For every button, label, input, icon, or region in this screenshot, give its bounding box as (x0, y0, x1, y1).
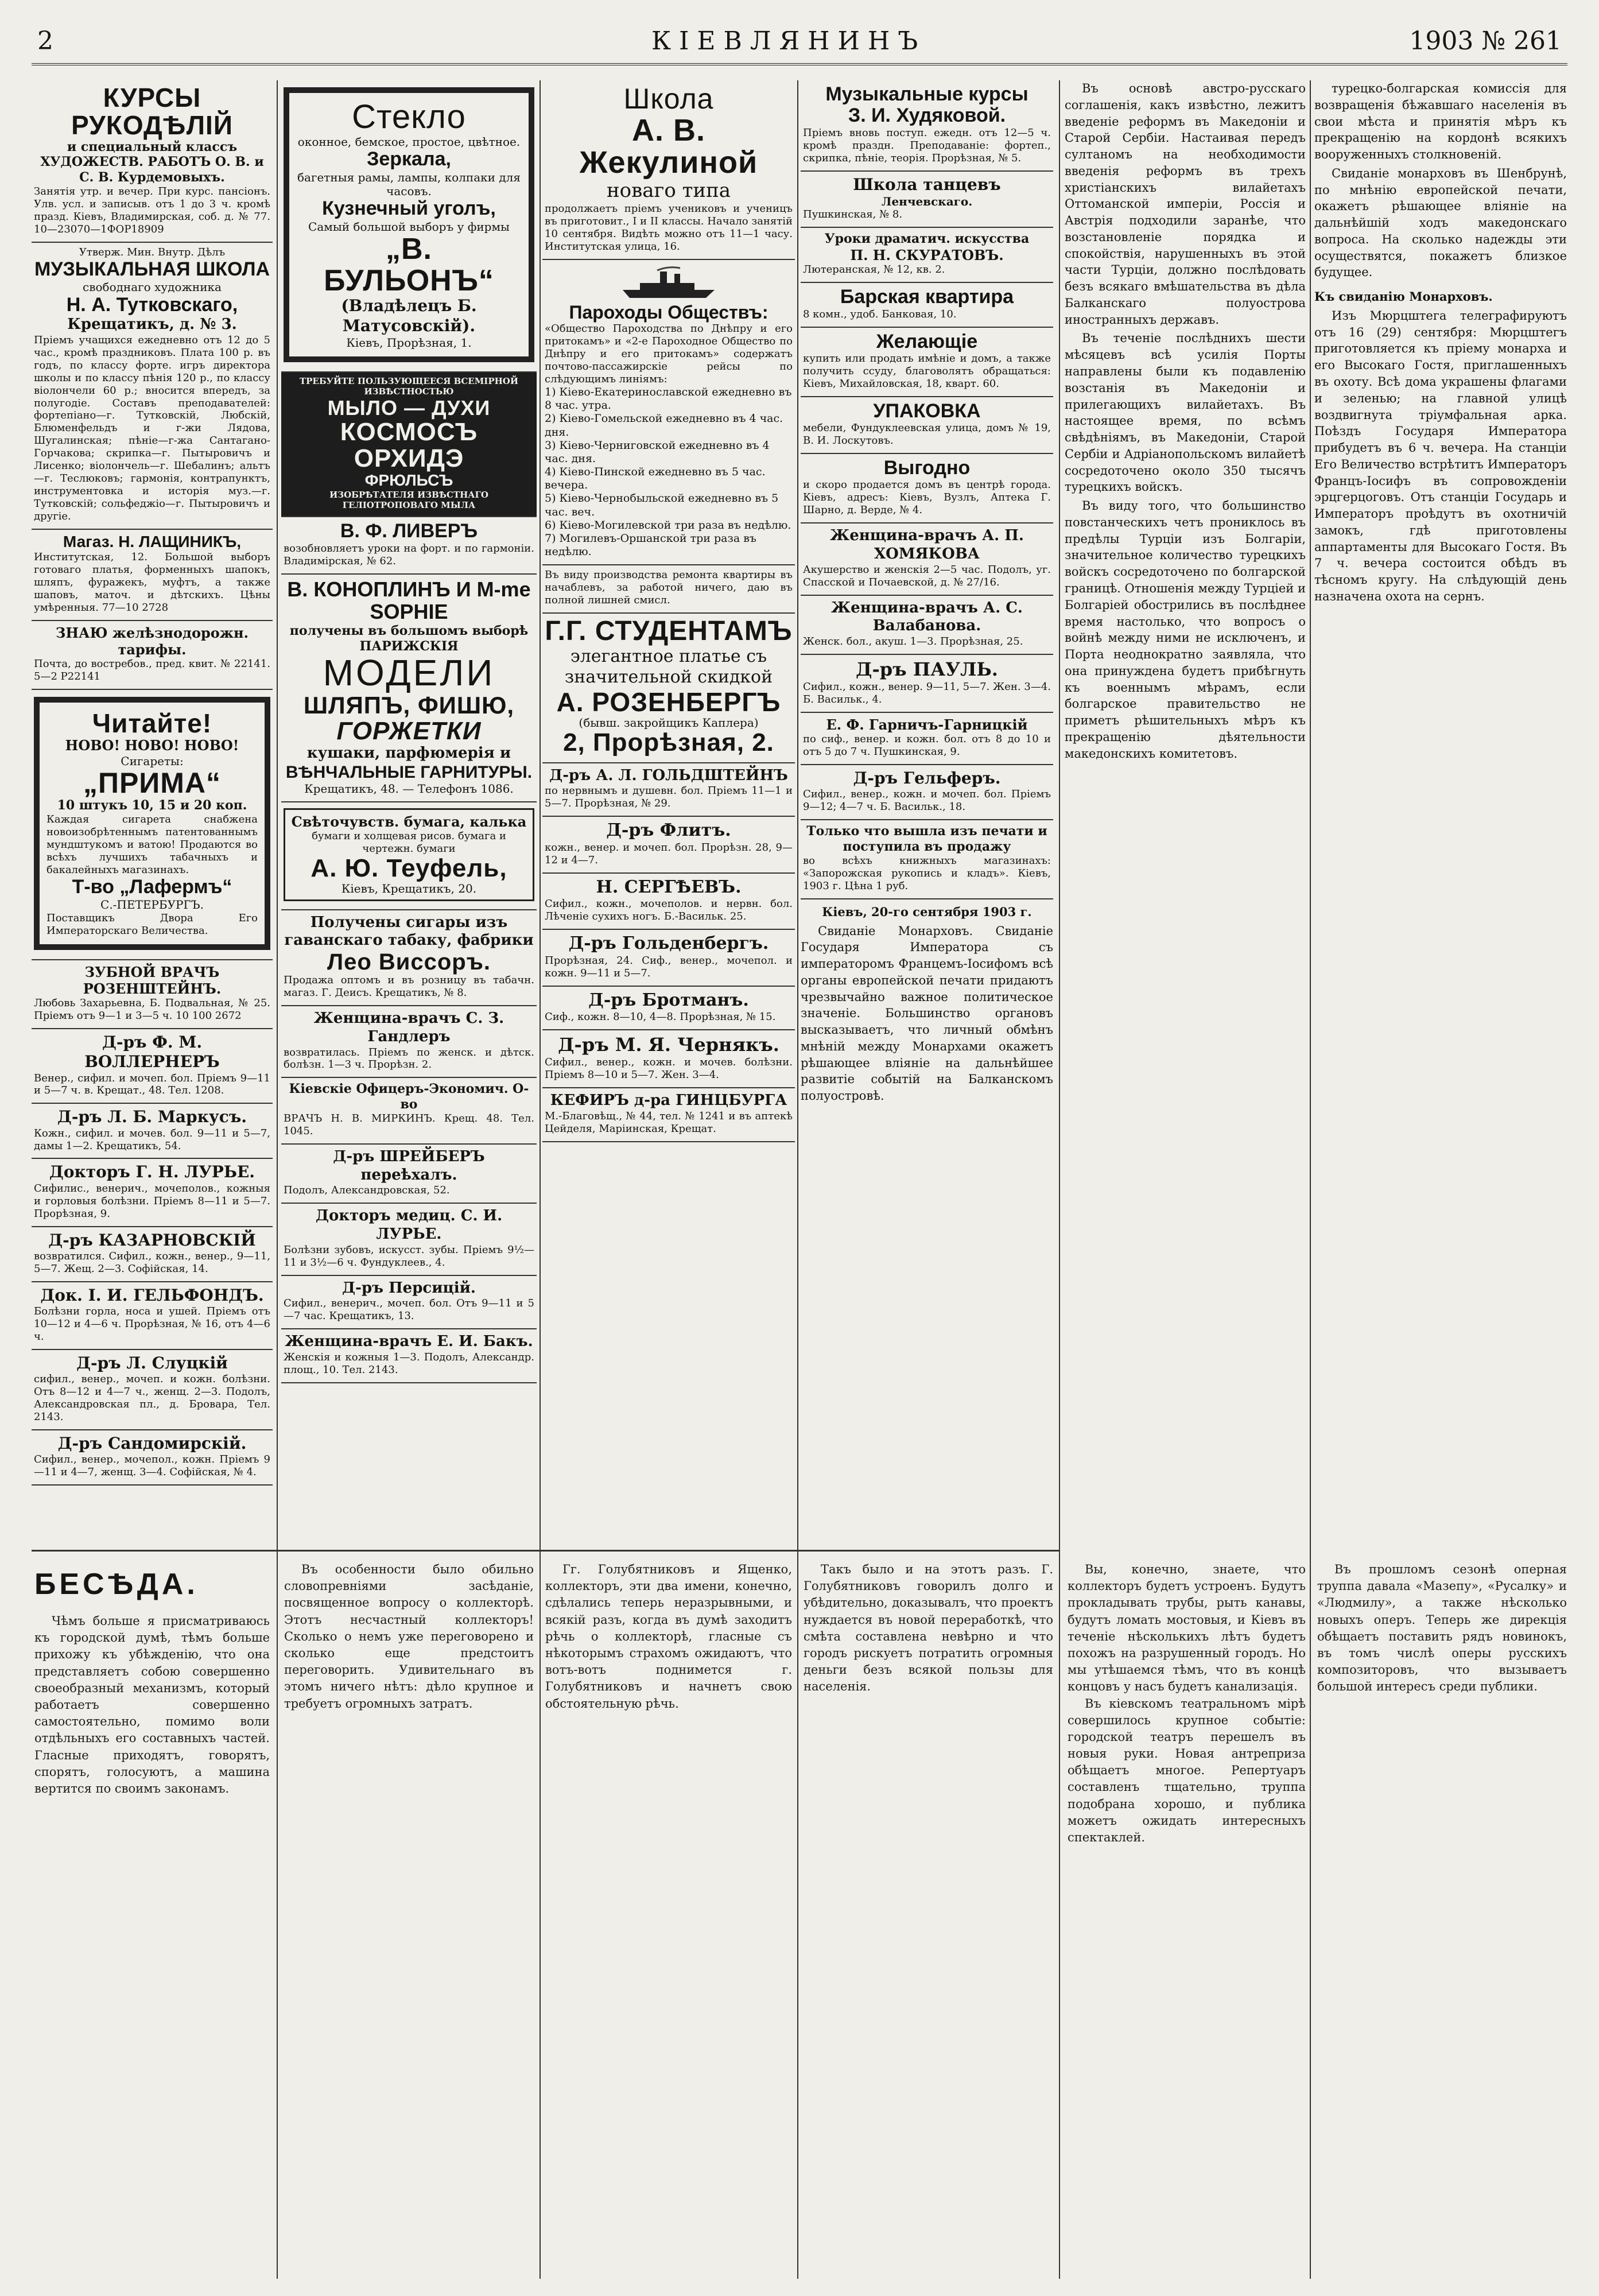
ad-doctor (281, 1006, 537, 1078)
price: 10 штукъ 10, 15 и 20 коп. (57, 798, 247, 813)
ad-text: и скоро продается домъ въ центрѣ города. Кіевъ, адресъ: Кіевъ, Вузлъ, Аптека Г. Шарно, д. Верде, № 4. (803, 479, 1051, 517)
ad-title: УПАКОВКА (873, 400, 981, 422)
ad-doctor (801, 765, 1053, 820)
steamship-icon (617, 266, 720, 300)
ad-doctor (542, 987, 795, 1031)
ad-text: Женскія и кожныя 1—3. Подолъ, Александр. площ., 10. Тел. 2143. (284, 1351, 534, 1376)
section-divider (32, 1550, 1059, 1552)
ad-text: Лютеранская, № 12, кв. 2. (803, 263, 945, 276)
list-item: 4) Кіево-Пинской ежедневно въ 5 час. вечера. (545, 466, 766, 492)
article-paragraph: Въ теченіе послѣднихъ шести мѣсяцевъ всѣ усилія Порты направлены были къ подавленію возстанія въ Македоніи и прилегающихъ вилайетахъ. Въ настоящее время, по всѣмъ свѣдѣніямъ, въ Македоніи, Старой Сербіи и Адріанопольскомъ вилайетѣ сосредоточено около 350 тысячъ турецкихъ войскъ. (1065, 331, 1306, 494)
ad-doctor (281, 1145, 537, 1204)
ad-text: Институтская, 12. Большой выборъ готоваго платья, форменныхъ шапокъ, шляпъ, фуражекъ, муфтъ, а также шаповъ, маточ. и дѣтскихъ. Цѣны умѣренныя. 77—10 2728 (34, 550, 270, 614)
dateline: Кіевъ, 20-го сентября 1903 г. (822, 904, 1032, 919)
ad-text: Кожн., сифил. и мочев. бол. 9—11 и 5—7, дамы 1—2. Крещатикъ, 54. (34, 1127, 270, 1152)
ad-title: В. КОНОПЛИНЪ И M-me SOPHIE (287, 577, 531, 624)
ads-column-3 (542, 80, 795, 1541)
ad-title: Д-ръ М. Я. Чернякъ. (558, 1034, 779, 1056)
list-item: 6) Кіево-Могилевской три раза въ недѣлю. (545, 518, 791, 532)
ad-line: ВѢНЧАЛЬНЫЕ ГАРНИТУРЫ. (285, 762, 533, 782)
ad-text: М.-Благовѣщ., № 44, тел. № 1241 и въ аптекѣ Цейделя, Маріинская, Крещат. (545, 1110, 793, 1135)
ad-title: Музыкальные курсы (825, 83, 1029, 105)
ad-doctor (32, 1227, 273, 1282)
ad-text: Пушкинская, № 8. (803, 208, 903, 221)
ad-title: Женщина-врачъ А. П. ХОМЯКОВА (830, 527, 1024, 563)
ad-doctor (801, 523, 1053, 595)
ad-text: продолжаетъ пріемъ учениковъ и ученицъ въ приготовит., I и II классы. Начало занятій 10 сентября. Видѣть можно отъ 11—1 часу. Институтская улица, 16. (545, 203, 793, 253)
ad-text: Каждая сигарета снабжена новоизобрѣтеннымъ патентованнымъ мундштукомъ и ватою! Продаются во всѣхъ лучшихъ табачныхъ и бакалейныхъ магазинахъ. (46, 813, 258, 876)
firm-address: Кіевъ, Крещатикъ, 20. (341, 882, 477, 896)
ad-music-school (32, 243, 273, 530)
ad-drawing-paper (281, 802, 537, 910)
ad-title: Магаз. Н. ЛАЩИНИКЪ, (63, 533, 242, 551)
column-rule (1310, 80, 1311, 2279)
ad-title: Школа танцевъ (853, 174, 1001, 194)
list-item: 2) Кіево-Гомельской ежедневно въ 4 час. дня. (545, 412, 783, 439)
ad-doctor (542, 874, 795, 930)
article-paragraph: Въ прошломъ сезонѣ оперная труппа давала «Мазепу», «Русалку» и «Людмилу», а также нѣсколько новыхъ оперъ. Теперь же дирекція обѣщаетъ поставить рядъ новинокъ, въ томъ числѣ оперы русскихъ композиторовъ, что вызываетъ большой интересъ среди публики. (1317, 1562, 1567, 1694)
firm-name: Т-во „Лафермъ“ (72, 876, 232, 898)
ad-title: Д-ръ Ф. М. ВОЛЛЕРНЕРЪ (84, 1033, 220, 1072)
ad-soap-perfume (281, 373, 537, 517)
ad-title: Д-ръ Персицій. (342, 1279, 476, 1297)
ad-text: сифил., венер., мочеп. и кожн. болѣзни. Отъ 8—12 и 4—7 ч., женщ. 2—3. Подолъ, Александровская пл., д. Бровара, Тел. 2143. (34, 1372, 270, 1423)
ad-text: Продажа оптомъ и въ розницу въ табачн. магаз. Г. Деисъ. Крещатикъ, № 8. (284, 974, 534, 999)
feuilleton-column (284, 1561, 534, 2279)
ad-line: багетныя рамы, лампы, колпаки для часовъ. (297, 170, 521, 199)
ad-text: возвратился. Сифил., кожн., венер., 9—11, 5—7. Жещ. 2—3. Софійская, 14. (34, 1250, 270, 1275)
ad-text: 8 комн., удоб. Банковая, 10. (803, 308, 957, 320)
ad-title: Женщина-врачъ А. С. Валабанова. (831, 599, 1023, 635)
feuilleton-column (1317, 1561, 1567, 2279)
newspaper-title: КІЕВЛЯНИНЪ (651, 26, 926, 56)
route-list (545, 386, 793, 559)
ad-handicraft-courses (32, 80, 273, 243)
ad-line: Зеркала, (367, 148, 451, 170)
ad-zhekulina-school (542, 80, 795, 260)
ad-music-courses (801, 80, 1053, 172)
masthead (32, 22, 1567, 65)
article-paragraph: Въ особенности было обильно словопревніями засѣданіе, посвященное вопросу о коллекторѣ. Этотъ несчастный коллекторъ! Сколько о немъ уже переговорено и сколько еще предстоитъ переговорить. Удивительнаго въ этомъ ничего нѣтъ: дѣло крупное и требуетъ огромныхъ затратъ. (284, 1562, 534, 1711)
ad-cigars (281, 910, 537, 1006)
ad-dance-school (801, 172, 1053, 228)
ad-note: Утверж. Мин. Внутр. Дѣлъ (79, 246, 226, 258)
ad-text: по сиф., венер. и кожн. бол. отъ 8 до 10 и отъ 5 до 7 ч. Пушкинская, 9. (803, 733, 1051, 758)
ad-text: Пріемъ вновь поступ. ежедн. отъ 12—5 ч. кромѣ праздн. Преподаваніе: фортеп., скрипка, пѣніе, теорія. Прорѣзная, № 5. (803, 126, 1051, 164)
ad-doctor (32, 1159, 273, 1227)
ad-text: во всѣхъ книжныхъ магазинахъ: «Запорожская рукопись и кладъ». Кіевъ, 1903 г. Цѣна 1 руб. (803, 854, 1051, 892)
article-heading: Къ свиданію Монарховъ. (1314, 289, 1493, 304)
ad-title: ЗУБНОЙ ВРАЧЪ РОЗЕНШТЕЙНЪ. (83, 963, 222, 998)
article-paragraph: Въ кіевскомъ театральномъ мірѣ совершилось крупное событіе: городской театръ перешелъ въ новыя руки. Новая антреприза обѣщаетъ многое. Репертуаръ составленъ тщательно, труппа подобрана хорошо, и публика можетъ ожидать интересныхъ спектаклей. (1068, 1696, 1306, 1844)
ad-title: Д-ръ Флитъ. (606, 820, 731, 841)
ad-row: НОВО! НОВО! НОВО! (65, 737, 239, 754)
ad-text: Сифил., кожн., венер. 9—11, 5—7. Жен. 3—4. Б. Васильк., 4. (803, 681, 1051, 706)
page-number: 2 (37, 26, 53, 56)
firm-note: Поставщикъ Двора Его Императорскаго Величества. (46, 912, 258, 937)
feuilleton-column (545, 1561, 792, 2279)
ad-name: А. В. Жекулиной (579, 113, 758, 180)
ad-title: Женщина-врачъ С. З. Гандлеръ (313, 1010, 504, 1045)
ad-title: Д-ръ ПАУЛЬ. (856, 658, 998, 681)
ad-doctor (281, 1329, 537, 1383)
ad-title: КЕФИРЪ д-ра ГИНЦБУРГА (550, 1092, 787, 1110)
ad-text: Акушерство и женскія 2—5 час. Подолъ, уг. Спасской и Почаевской, д. № 27/16. (803, 563, 1051, 588)
ad-title: Е. Ф. Гарничъ-Гарницкій (826, 716, 1028, 733)
feuilleton-title: БЕСѢДА. (34, 1568, 199, 1601)
ad-doctor (542, 930, 795, 987)
column-rule (277, 80, 278, 2279)
ad-text: Женск. бол., акуш. 1—3. Прорѣзная, 25. (803, 635, 1023, 648)
ad-doctor (32, 1350, 273, 1430)
feuilleton-column (804, 1561, 1053, 2279)
ad-title: Д-ръ ШРЕЙБЕРЪ переѣхалъ. (333, 1148, 485, 1184)
ad-title: Д-ръ Л. Б. Маркусъ. (57, 1107, 247, 1127)
firm-address: 2, Прорѣзная, 2. (563, 728, 774, 757)
ad-text: Сифил., кожн., мочеполов. и нервн. бол. Лѣченіе сухихъ ногъ. Б.-Васильк. 25. (545, 898, 793, 923)
ad-line: оконное, бемское, простое, цвѣтное. (297, 134, 521, 149)
ad-title: ЗНАЮ желѣзнодорожн. тарифы. (56, 624, 249, 658)
article-paragraph: Вы, конечно, знаете, что коллекторъ будетъ устроенъ. Будутъ прокладывать трубы, рыть канавы, будутъ ломать мостовыя, и Кіевъ въ теченіе нѣсколькихъ лѣтъ будетъ похожъ на разрушенный городъ. Но мы утѣшаемся тѣмъ, что въ концѣ концовъ у насъ будетъ канализація. (1068, 1562, 1306, 1694)
ad-text: Сифил., венер., мочепол., кожн. Пріемъ 9—11 и 4—7, женщ. 3—4. Софійская, № 4. (34, 1453, 270, 1478)
ad-doctor (801, 713, 1053, 765)
article-paragraph: Въ основѣ австро-русскаго соглашенія, какъ извѣстно, лежитъ введеніе реформъ въ Македоніи и Старой Сербіи. Настаивая передъ султаномъ на необходимости введенія реформъ въ трехъ христіанскихъ вилайетахъ Оттоманской имперіи, Россія и Австрія подходили заранѣе, что возстановленіе порядка и спокойствія, нарушенныхъ въ этой части Турціи, должно послѣдовать безъ всякаго вмѣшательства въ дѣла Балканскаго полуострова иностранныхъ державъ. (1065, 82, 1306, 327)
ad-text: Почта, до востребов., пред. квит. № 22141. 5—2 Р22141 (34, 658, 270, 683)
ad-doctor (542, 1030, 795, 1088)
firm-name: А. РОЗЕНБЕРГЪ (556, 687, 781, 717)
ad-name: З. И. Худяковой. (848, 104, 1006, 127)
ad-big-word: МОДЕЛИ (323, 652, 495, 694)
ad-house-sale (801, 454, 1053, 523)
ad-doctor (801, 596, 1053, 655)
ad-book-release (801, 820, 1053, 899)
ad-title: Докторъ Г. Н. ЛУРЬЕ. (49, 1162, 255, 1182)
firm-name: „В. БУЛЬОНЪ“ (324, 232, 494, 297)
list-item: 7) Могилевъ-Оршанской три раза въ недѣлю. (545, 532, 757, 559)
ad-title: Док. І. И. ГЕЛЬФОНДЪ. (40, 1285, 264, 1305)
ad-text: Занятія утр. и вечер. При курс. пансіонъ. Улв. усл. и записыв. отъ 1 до 3 ч. кромѣ празд. Кіевъ, Владимирская, соб. д. № 77. 10—23070—1ФОР18909 (34, 185, 270, 235)
ad-title: Н. СЕРГѢЕВЪ. (596, 876, 742, 897)
ad-doctor (281, 1078, 537, 1145)
ad-glass-mirrors (281, 80, 537, 373)
ad-title: Стекло (352, 98, 466, 135)
ad-title: Д-ръ Гельферъ. (853, 769, 1001, 788)
ad-apartment (801, 283, 1053, 327)
firm-address: Кіевъ, Прорѣзная, 1. (346, 335, 472, 350)
ad-title: МУЗЫКАЛЬНАЯ ШКОЛА (34, 258, 270, 280)
ad-name: Ленчевскаго. (881, 194, 973, 208)
ad-address: Крещатикъ, 48. — Телефонъ 1086. (304, 781, 514, 796)
ad-line: Кузнечный уголъ, (322, 197, 496, 220)
ad-title: Д-ръ Л. Слуцкій (76, 1353, 228, 1372)
article-paragraph: Такъ было и на этотъ разъ. Г. Голубятниковъ говорилъ долго и убѣдительно, доказывалъ, что проектъ нуждается въ новой переработкѣ, что смѣта составлена невѣрно и что городъ рискуетъ потратить огромныя деньги безъ всякой пользы для населенія. (804, 1562, 1053, 1694)
ad-doctor (542, 763, 795, 817)
ad-text: Сифилис., венерич., мочеполов., кожныя и горловыя болѣзни. Пріемъ 8—11 и 5—7. Прорѣзная, 9. (34, 1182, 270, 1220)
column-rule (797, 80, 798, 2279)
ad-title: Уроки драматич. искусства (824, 231, 1030, 247)
ad-doctor (801, 655, 1053, 713)
ad-title: Только что вышла изъ печати и поступила въ продажу (806, 824, 1047, 855)
ad-subtitle: и специальный классъ ХУДОЖЕСТВ. РАБОТЪ О. В. и С. В. Курдемовыхъ. (40, 139, 264, 185)
ad-music-lessons (281, 517, 537, 574)
ad-kefir (542, 1088, 795, 1142)
ad-doctor (281, 1276, 537, 1330)
ad-text: Болѣзни горла, носа и ушей. Пріемъ отъ 10—12 и 4—6 ч. Прорѣзная, № 16, отъ 4—6 ч. (34, 1305, 270, 1343)
ad-railway-tariffs (32, 621, 273, 690)
ad-text: Сифил., венерич., мочеп. бол. Отъ 9—11 и 5—7 час. Крещатикъ, 13. (284, 1297, 534, 1322)
ad-title: Д-ръ Сандомирскій. (57, 1433, 247, 1453)
ads-column-2 (281, 80, 537, 1541)
column-rule (540, 80, 541, 2279)
ad-text: купить или продать имѣніе и домъ, а также получить ссуду, благоволятъ обращаться: Кіевъ, Михайловская, 18, кварт. 60. (803, 352, 1051, 390)
ad-doctor (32, 1430, 273, 1486)
ad-text: Подолъ, Александровская, 52. (284, 1184, 450, 1197)
ad-line: Свѣточувств. бумага, калька (291, 813, 527, 830)
ad-prima-cigarettes (32, 690, 273, 960)
ads-column-1 (32, 80, 273, 1541)
ad-clothing-store (32, 530, 273, 621)
ad-title: Пароходы Обществъ: (569, 302, 769, 323)
ad-title: Барская квартира (840, 286, 1014, 308)
ad-line: значительной скидкой (564, 667, 773, 688)
ad-line: ГОРЖЕТКИ (336, 716, 482, 745)
ad-text: Венер., сифил. и мочеп. бол. Пріемъ 9—11 и 5—7 ч. в. Крещат., 48. Тел. 1208. (34, 1072, 270, 1097)
ad-drama-lessons (801, 228, 1053, 283)
ad-title: Д-ръ Гольденбергъ. (568, 933, 769, 954)
ad-title: Читайте! (92, 708, 212, 739)
ad-line: Самый большой выборъ у фирмы (308, 219, 510, 234)
ad-address: Крещатикъ, д. № 3. (67, 316, 237, 333)
firm-name: Лео Виссоръ. (327, 949, 491, 975)
ad-line: элегантное платье съ (570, 646, 767, 666)
news-lead (801, 899, 1053, 1104)
ad-title: Получены сигары изъ гаванскаго табаку, фабрики (284, 913, 534, 949)
article-paragraph: Въ виду того, что большинство повстанческихъ четъ прониклось въ предѣлы Турціи изъ Болгаріи, значительное количество турецкихъ войскъ сосредоточено по болгарской границѣ. Отношенія между Турціей и Болгаріей обострились въ послѣднее время настолько, что вопросъ о войнѣ между ними не исключенъ, и Порта неоднократно заявляла, что она принуждена будетъ прибѣгнуть къ военнымъ мѣрамъ, если болгарское правительство не приметъ рѣшительныхъ мѣръ къ прекращенію дѣятельности македонскихъ комитетовъ. (1065, 499, 1306, 761)
ad-students-clothing (542, 614, 795, 763)
ad-subtitle: получены въ большомъ выборѣ ПАРИЖСКІЯ (289, 623, 529, 654)
ad-line: КОСМОСЪ ОРХИДЭ (340, 417, 478, 472)
ad-title: Женщина-врачъ Е. И. Бакъ. (285, 1333, 533, 1351)
ad-steamships (542, 260, 795, 565)
ad-title: Д-ръ Бротманъ. (588, 990, 749, 1010)
firm-note: (бывш. закройщикъ Каплера) (579, 716, 759, 730)
ad-packing (801, 397, 1053, 454)
list-item: 3) Кіево-Черниговской ежедневно въ 4 час. дня. (545, 439, 770, 465)
firm-city: С.-ПЕТЕРБУРГЪ. (100, 898, 204, 912)
list-item: 1) Кіево-Екатеринославской ежедневно въ 8 час. утра. (545, 386, 792, 412)
list-item: 5) Кіево-Чернобыльской ежедневно въ 5 час. веч. (545, 492, 779, 518)
ad-dentist (32, 960, 273, 1029)
news-column-5 (1065, 80, 1306, 1541)
article-paragraph: Чѣмъ больше я присматриваюсь къ городской думѣ, тѣмъ больше прихожу къ убѣжденію, что она представляетъ собою совершенно своеобразный механизмъ, который работаетъ совершенно самостоятельно, помимо воли отдѣльныхъ его составныхъ частей. Гласные приходятъ, говорятъ, спорятъ, голосуютъ, а машина вертится по своимъ законамъ. (34, 1614, 270, 1795)
article-paragraph: Изъ Мюрцштега телеграфируютъ отъ 16 (29) сентября: Мюрцштегъ приготовляется къ пріему монарха и его Высокаго Гостя, приглашенныхъ въ охоту. Всѣ дома украшены флагами и зеленью; на главной улицѣ воздвигнута тріумфальная арка. Поѣздъ Государя Императора прибудетъ въ 6 ч. вечера. На станціи Его Величество встрѣтитъ Императоръ Францъ-Іосифъ въ сопровожденіи эрцгерцоговъ. Отъ станціи Государь и Императоръ проѣдутъ въ охотничій замокъ, гдѣ приготовлены аппартаменты для Высокаго Гостя. Въ 7 ч. вечера состоится обѣдъ въ тѣсномъ кругу. На слѣдующій день назначена охота на сернъ. (1314, 308, 1567, 603)
ad-text: по нервнымъ и душевн. бол. Пріемъ 11—1 и 5—7. Прорѣзная, № 29. (545, 785, 793, 810)
ad-title: В. Ф. ЛИВЕРЪ (340, 520, 478, 542)
article-paragraph: Свиданіе монарховъ въ Шенбрунѣ, по мнѣнію европейской печати, окажетъ рѣшающее вліяніе на дальнѣйшій ходъ македонскаго вопроса. На сколько надежды эти осуществятся, покажетъ близкое будущее. (1314, 166, 1567, 280)
feuilleton-column (34, 1613, 270, 2279)
ad-estate (801, 328, 1053, 397)
article-paragraph: турецко-болгарская комиссія для возвращенія бѣжавшаго населенія въ свои мѣста и принятія мѣръ къ прекращенію на кордонѣ всякихъ вооруженныхъ столкновеній. (1314, 82, 1567, 162)
ad-line: бумаги и холщевая рисов. бумага и чертежн. бумаги (312, 830, 506, 855)
ad-text: Болѣзни зубовъ, искусст. зубы. Пріемъ 9½—11 и 3½—6 ч. Фундуклеев., 4. (284, 1243, 534, 1269)
ad-text: ВРАЧЪ Н. В. МИРКИНЪ. Крещ. 48. Тел. 1045. (284, 1112, 534, 1138)
column-rule (1059, 80, 1060, 2279)
ad-line: МЫЛО — ДУХИ (327, 395, 491, 420)
ad-title: Желающіе (876, 330, 978, 352)
ad-paris-models (281, 575, 537, 802)
ad-banner: ИЗОБРѢТАТЕЛЯ ИЗВѢСТНАГО ГЕЛІОТРОПОВАГО МЫЛА (329, 489, 488, 510)
firm-name: А. Ю. Теуфель, (311, 854, 507, 883)
ad-subtitle: новаго типа (606, 179, 731, 202)
article-paragraph: Гг. Голубятниковъ и Ященко, коллекторъ, эти два имени, конечно, сдѣлались теперь неразрывными, и всякій разъ, когда въ думѣ заходитъ рѣчь о коллекторѣ, гласные съ нѣкоторымъ страхомъ ожидаютъ, что вотъ-вотъ поднимется г. Голубятниковъ и начнетъ свою обстоятельную рѣчь. (545, 1562, 792, 1711)
ad-text: Въ виду производства ремонта квартиры въ начаблевъ, за работой ничего, даю въ полной лишней смисл. (545, 569, 793, 607)
ad-line: ШЛЯПЪ, ФИШЮ, (303, 691, 515, 719)
ad-text: Прорѣзная, 24. Сиф., венер., мочепол. и кожн. 9—11 и 5—7. (545, 954, 793, 979)
ad-doctor (32, 1282, 273, 1350)
ad-text: Любовь Захарьевна, Б. Подвальная, № 25. Пріемъ отъ 9—1 и 3—5 ч. 10 100 2672 (34, 997, 270, 1022)
ad-doctor (281, 1204, 537, 1275)
firm-owner: (Владѣлецъ Б. Матусовскій). (341, 296, 477, 335)
ad-name: Н. А. Тутковскаго, (66, 293, 238, 316)
ad-text: возвратилась. Пріемъ по женск. и дѣтск. болѣзн. 1—3 ч. Прорѣзн. 2. (284, 1046, 534, 1071)
ad-doctor (32, 1029, 273, 1104)
brand-name: ФРЮЛЬСЪ (364, 471, 453, 489)
ad-title: Докторъ медиц. С. И. ЛУРЬЕ. (315, 1207, 503, 1243)
issue-number: 1903 № 261 (1409, 26, 1562, 56)
ad-title: Д-ръ А. Л. ГОЛЬДШТЕЙНЪ (549, 766, 788, 784)
ad-text: Сифил., венер., кожн. и мочев. болѣзни. Пріемъ 8—10 и 5—7. Жен. 3—4. (545, 1056, 793, 1081)
ad-name: П. Н. СКУРАТОВЪ. (850, 246, 1004, 263)
ad-line: кушаки, парфюмерія и (306, 744, 511, 762)
ad-text: мебели, Фундуклеевская улица, домъ № 19, В. И. Лоскутовъ. (803, 422, 1051, 447)
ad-text: кожн., венер. и мочеп. бол. Прорѣзн. 28, 9—12 и 4—7. (545, 841, 793, 866)
ad-label: Сигареты: (121, 754, 184, 768)
ads-column-4 (801, 80, 1053, 1541)
ad-doctor (32, 1104, 273, 1159)
ad-text: Сифил., венер., кожн. и мочеп. бол. Пріемъ 9—12; 4—7 ч. Б. Васильк., 18. (803, 788, 1051, 813)
ad-title: КУРСЫ РУКОДѢЛІЙ (71, 83, 233, 141)
ad-text: возобновляетъ уроки на форт. и по гармоніи. Владимірская, № 62. (284, 542, 534, 567)
ad-title: Школа (623, 83, 714, 115)
brand-name: „ПРИМА“ (83, 766, 221, 799)
news-column-6 (1314, 80, 1567, 1541)
ad-doctor (542, 817, 795, 874)
article-paragraph: Свиданіе Монарховъ. Свиданіе Государя Императора съ императоромъ Францемъ-Іосифомъ всѣ органы европейской печати придаютъ чрезвычайно важное политическое значеніе. Большинство органовъ высказываетъ, что личный обмѣнъ мнѣній между Монархами окажетъ рѣшающее вліяніе на дальнѣйшее развитіе событій на Балканскомъ полуостровѣ. (801, 924, 1053, 1103)
ad-notice (542, 565, 795, 614)
ad-title: Д-ръ КАЗАРНОВСКІЙ (48, 1230, 256, 1250)
feuilleton-column (1068, 1561, 1306, 2279)
ad-text: «Общество Пароходства по Днѣпру и его притокамъ» и «2-е Пароходное Общество по Днѣпру и его притокамъ» содержатъ почтово-пассажирскіе рейсы по слѣдующимъ линіямъ: (545, 323, 793, 386)
ad-title: Выгодно (883, 457, 971, 479)
ad-subtitle: свободнаго художника (83, 280, 222, 294)
ad-banner: ТРЕБУЙТЕ ПОЛЬЗУЮЩЕЕСЯ ВСЕМІРНОЙ ИЗВѢСТНОСТЬЮ (299, 376, 519, 397)
ad-title: Кіевскіе Офицеръ-Экономич. О-во (289, 1081, 529, 1112)
ad-title: Г.Г. СТУДЕНТАМЪ (545, 616, 793, 647)
ad-text: Пріемъ учащихся ежедневно отъ 12 до 5 час., кромѣ праздниковъ. Плата 100 р. въ годъ, по классу форте. игръ директора школы и по классу пѣнія 120 р., по классу віолончели 60 р.; вносится впередъ, за полугодіе. Составъ преподавателей: фортепіано—г. Тутковскій, Любскій, Блюменфельдъ и г-жи Лядова, Шугалинская; пѣніе—г-жа Сантагано-Горчакова; скрипка—г. Пытыровичъ и Лисенко; віолончель—г. Шебалинъ; альтъ—г. Теслюковъ; гармонія, контрапунктъ, инструментовка и исторія муз.—г. Тутковскій; сольфеджіо—г. Пытыровичъ и другіе. (34, 333, 270, 523)
ad-text: Сиф., кожн. 8—10, 4—8. Прорѣзная, № 15. (545, 1011, 776, 1023)
